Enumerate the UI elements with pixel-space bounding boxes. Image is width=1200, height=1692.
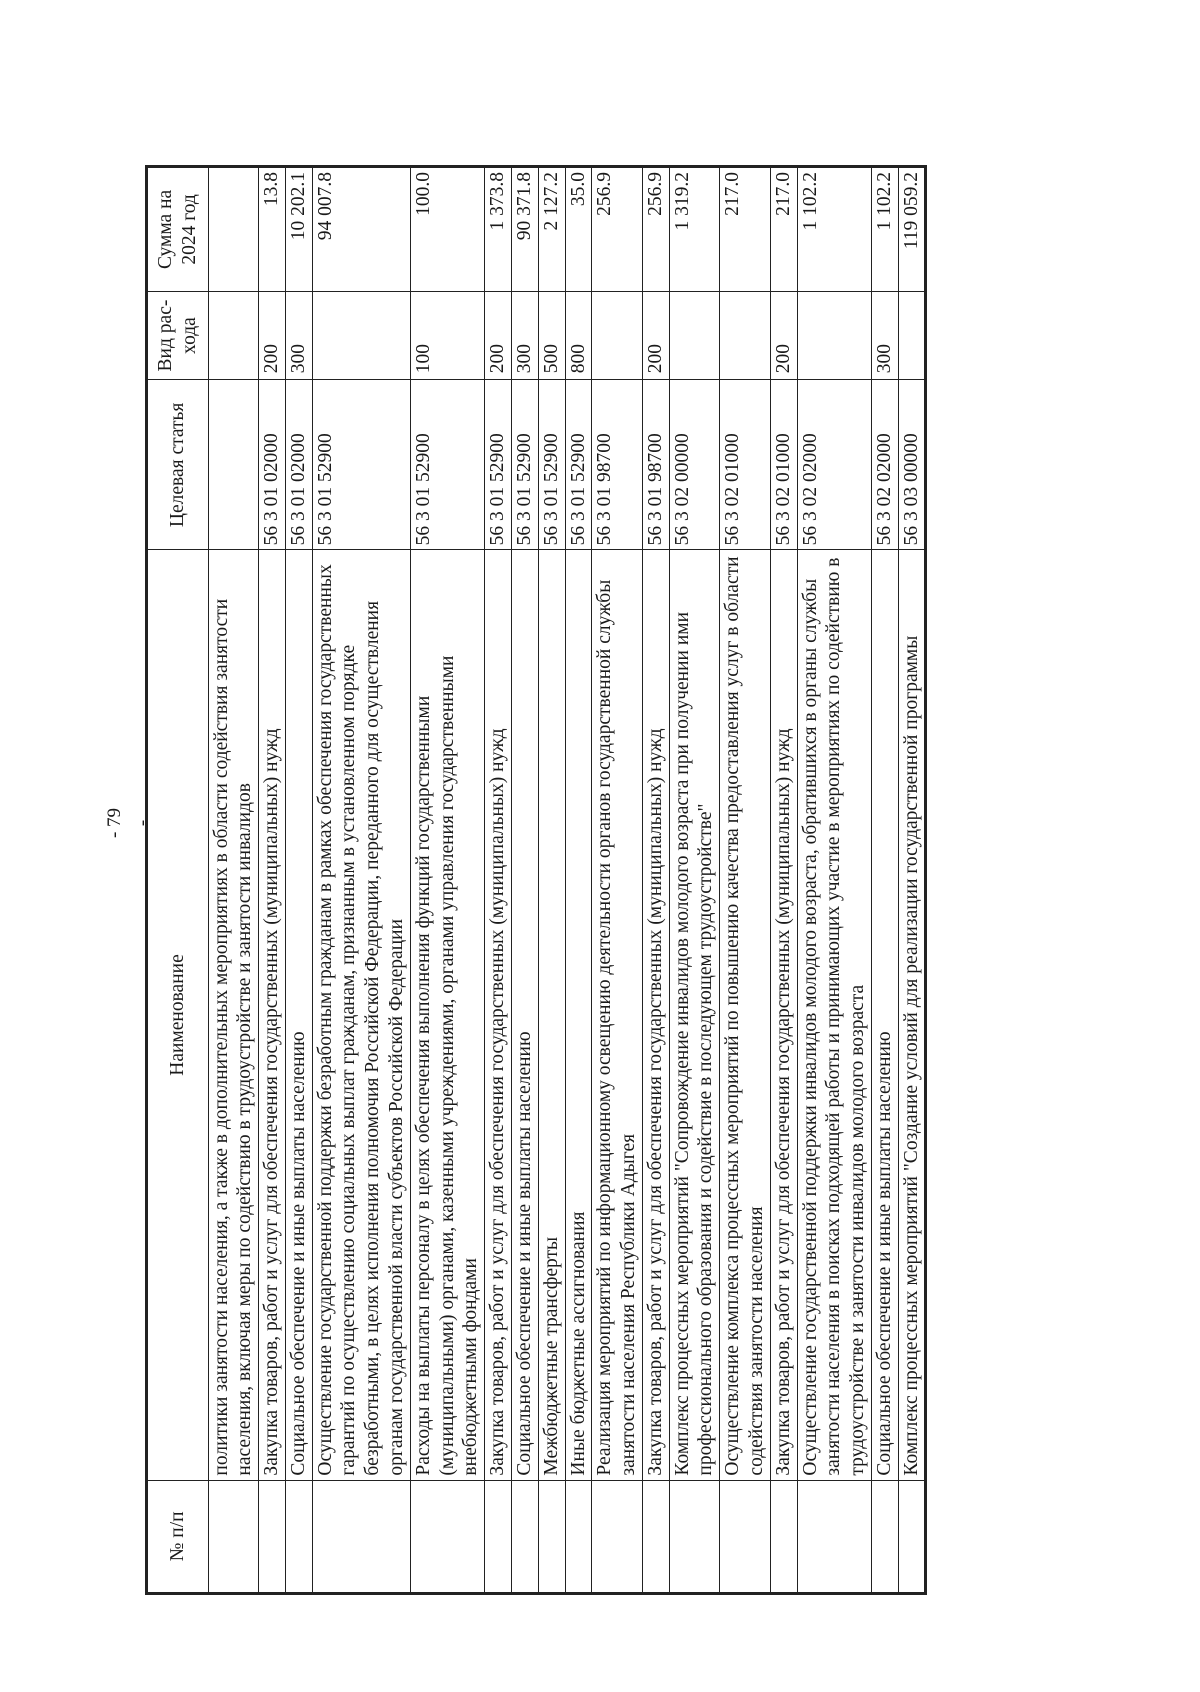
cell-no [871,1480,898,1593]
page-number: - 79 - [104,807,153,839]
cell-code: 56 3 02 01000 [770,380,797,550]
header-sum: Сумма на 2024 год [147,167,209,292]
cell-kind [898,291,926,379]
cell-name: Закупка товаров, работ и услуг для обеспечения государственных (муниципальных) нужд [259,550,286,1480]
table-row [770,167,797,1594]
cell-no [259,1480,286,1593]
cell-kind [797,291,871,379]
table-row [565,167,592,1594]
cell-kind [720,291,771,379]
cell-sum: 256.9 [642,167,669,292]
cell-sum: 217.0 [720,167,771,292]
cell-code: 56 3 01 52900 [565,380,592,550]
cell-kind: 200 [642,291,669,379]
cell-sum: 1 373.8 [485,167,512,292]
cell-no [312,1480,410,1593]
cell-kind: 300 [285,291,312,379]
cell-code: 56 3 01 52900 [485,380,512,550]
cell-kind: 500 [538,291,565,379]
table-row [797,167,871,1594]
cell-no [410,1480,484,1593]
cell-name: Межбюджетные трансферты [538,550,565,1480]
table-row [511,167,538,1594]
cell-sum: 10 202.1 [285,167,312,292]
cell-kind: 200 [770,291,797,379]
table-row [285,167,312,1594]
cell-no [720,1480,771,1593]
cell-no [565,1480,592,1593]
cell-no [669,1480,720,1593]
cell-name: Комплекс процессных мероприятий "Сопровождение инвалидов молодого возраста при получении ими профессионального образования и содействие в последующем трудоустройстве" [669,550,720,1480]
header-kind: Вид рас-хода [147,291,209,379]
cell-no [511,1480,538,1593]
cell-code: 56 3 02 02000 [871,380,898,550]
cell-name: Закупка товаров, работ и услуг для обеспечения государственных (муниципальных) нужд [770,550,797,1480]
table-row [642,167,669,1594]
table-header-row [147,167,209,1594]
cell-sum: 119 059.2 [898,167,926,292]
cell-sum: 90 371.8 [511,167,538,292]
cell-code: 56 3 03 00000 [898,380,926,550]
cell-no [592,1480,643,1593]
cell-kind [592,291,643,379]
cell-sum: 35.0 [565,167,592,292]
cell-no [642,1480,669,1593]
cell-code: 56 3 01 52900 [312,380,410,550]
cell-code: 56 3 01 52900 [538,380,565,550]
cell-name: Иные бюджетные ассигнования [565,550,592,1480]
cell-code: 56 3 02 00000 [669,380,720,550]
cell-name: Социальное обеспечение и иные выплаты населению [871,550,898,1480]
cell-kind: 300 [871,291,898,379]
cell-name: Закупка товаров, работ и услуг для обеспечения государственных (муниципальных) нужд [485,550,512,1480]
cell-name: Социальное обеспечение и иные выплаты населению [285,550,312,1480]
cell-sum: 217.0 [770,167,797,292]
cell-kind: 300 [511,291,538,379]
budget-table [145,165,927,1595]
table-row [720,167,771,1594]
cell-kind [669,291,720,379]
table-row [871,167,898,1594]
cell-sum: 1 102.2 [797,167,871,292]
cell-kind: 100 [410,291,484,379]
cell-code: 56 3 01 52900 [410,380,484,550]
table-row [312,167,410,1594]
cell-code: 56 3 01 98700 [642,380,669,550]
table-row [669,167,720,1594]
cell-code: 56 3 01 02000 [259,380,286,550]
cell-kind [312,291,410,379]
cell-no [770,1480,797,1593]
cell-no [208,1480,259,1593]
cell-name: Осуществление государственной поддержки инвалидов молодого возраста, обратившихся в органы службы занятости населения в поисках подходящей работы и принимающих участие в мероприятиях по содействию в трудоустройстве и занятости инвалидов молодого возраста [797,550,871,1480]
table-row [410,167,484,1594]
budget-table-container [145,165,1050,1595]
table-row [538,167,565,1594]
cell-no [898,1480,926,1593]
table-row [485,167,512,1594]
cell-kind [208,291,259,379]
table-row [592,167,643,1594]
cell-no [538,1480,565,1593]
cell-no [485,1480,512,1593]
cell-sum: 13.8 [259,167,286,292]
table-row [259,167,286,1594]
cell-code: 56 3 02 01000 [720,380,771,550]
cell-name: Расходы на выплаты персоналу в целях обеспечения выполнения функций государственными (муниципальными) органами, казенными учреждениями, органами управления государственными внебюджетными фондами [410,550,484,1480]
table-body [208,167,926,1594]
table-row [208,167,259,1594]
cell-name: Осуществление комплекса процессных мероприятий по повышению качества предоставления услуг в области содействия занятости населения [720,550,771,1480]
cell-kind: 200 [259,291,286,379]
cell-sum: 1 319.2 [669,167,720,292]
cell-code [208,380,259,550]
cell-sum: 256.9 [592,167,643,292]
header-no: № п/п [147,1480,209,1593]
cell-code: 56 3 01 02000 [285,380,312,550]
cell-name: Реализация мероприятий по информационному освещению деятельности органов государственной службы занятости населения Республики Адыгея [592,550,643,1480]
cell-sum: 100.0 [410,167,484,292]
header-name: Наименование [147,550,209,1480]
header-code: Целевая статья [147,380,209,550]
cell-name: Осуществление государственной поддержки безработным гражданам в рамках обеспечения государственных гарантий по осуществлению социальных выплат гражданам, признанным в установленном порядке безработными, в целях исполнения полномочия Российской Федерации, переданного для осуществления органам государственной власти субъектов Российской Федерации [312,550,410,1480]
cell-sum [208,167,259,292]
cell-kind: 200 [485,291,512,379]
cell-no [797,1480,871,1593]
cell-name: Закупка товаров, работ и услуг для обеспечения государственных (муниципальных) нужд [642,550,669,1480]
cell-name: Комплекс процессных мероприятий "Создание условий для реализации государственной программы [898,550,926,1480]
cell-name: политики занятости населения, а также в дополнительных мероприятиях в области содействия занятости населения, включая меры по содействию в трудоустройстве и занятости инвалидов [208,550,259,1480]
cell-sum: 94 007.8 [312,167,410,292]
cell-no [285,1480,312,1593]
cell-code: 56 3 01 52900 [511,380,538,550]
cell-sum: 1 102.2 [871,167,898,292]
cell-name: Социальное обеспечение и иные выплаты населению [511,550,538,1480]
cell-code: 56 3 02 02000 [797,380,871,550]
table-row [898,167,926,1594]
cell-kind: 800 [565,291,592,379]
cell-code: 56 3 01 98700 [592,380,643,550]
cell-sum: 2 127.2 [538,167,565,292]
